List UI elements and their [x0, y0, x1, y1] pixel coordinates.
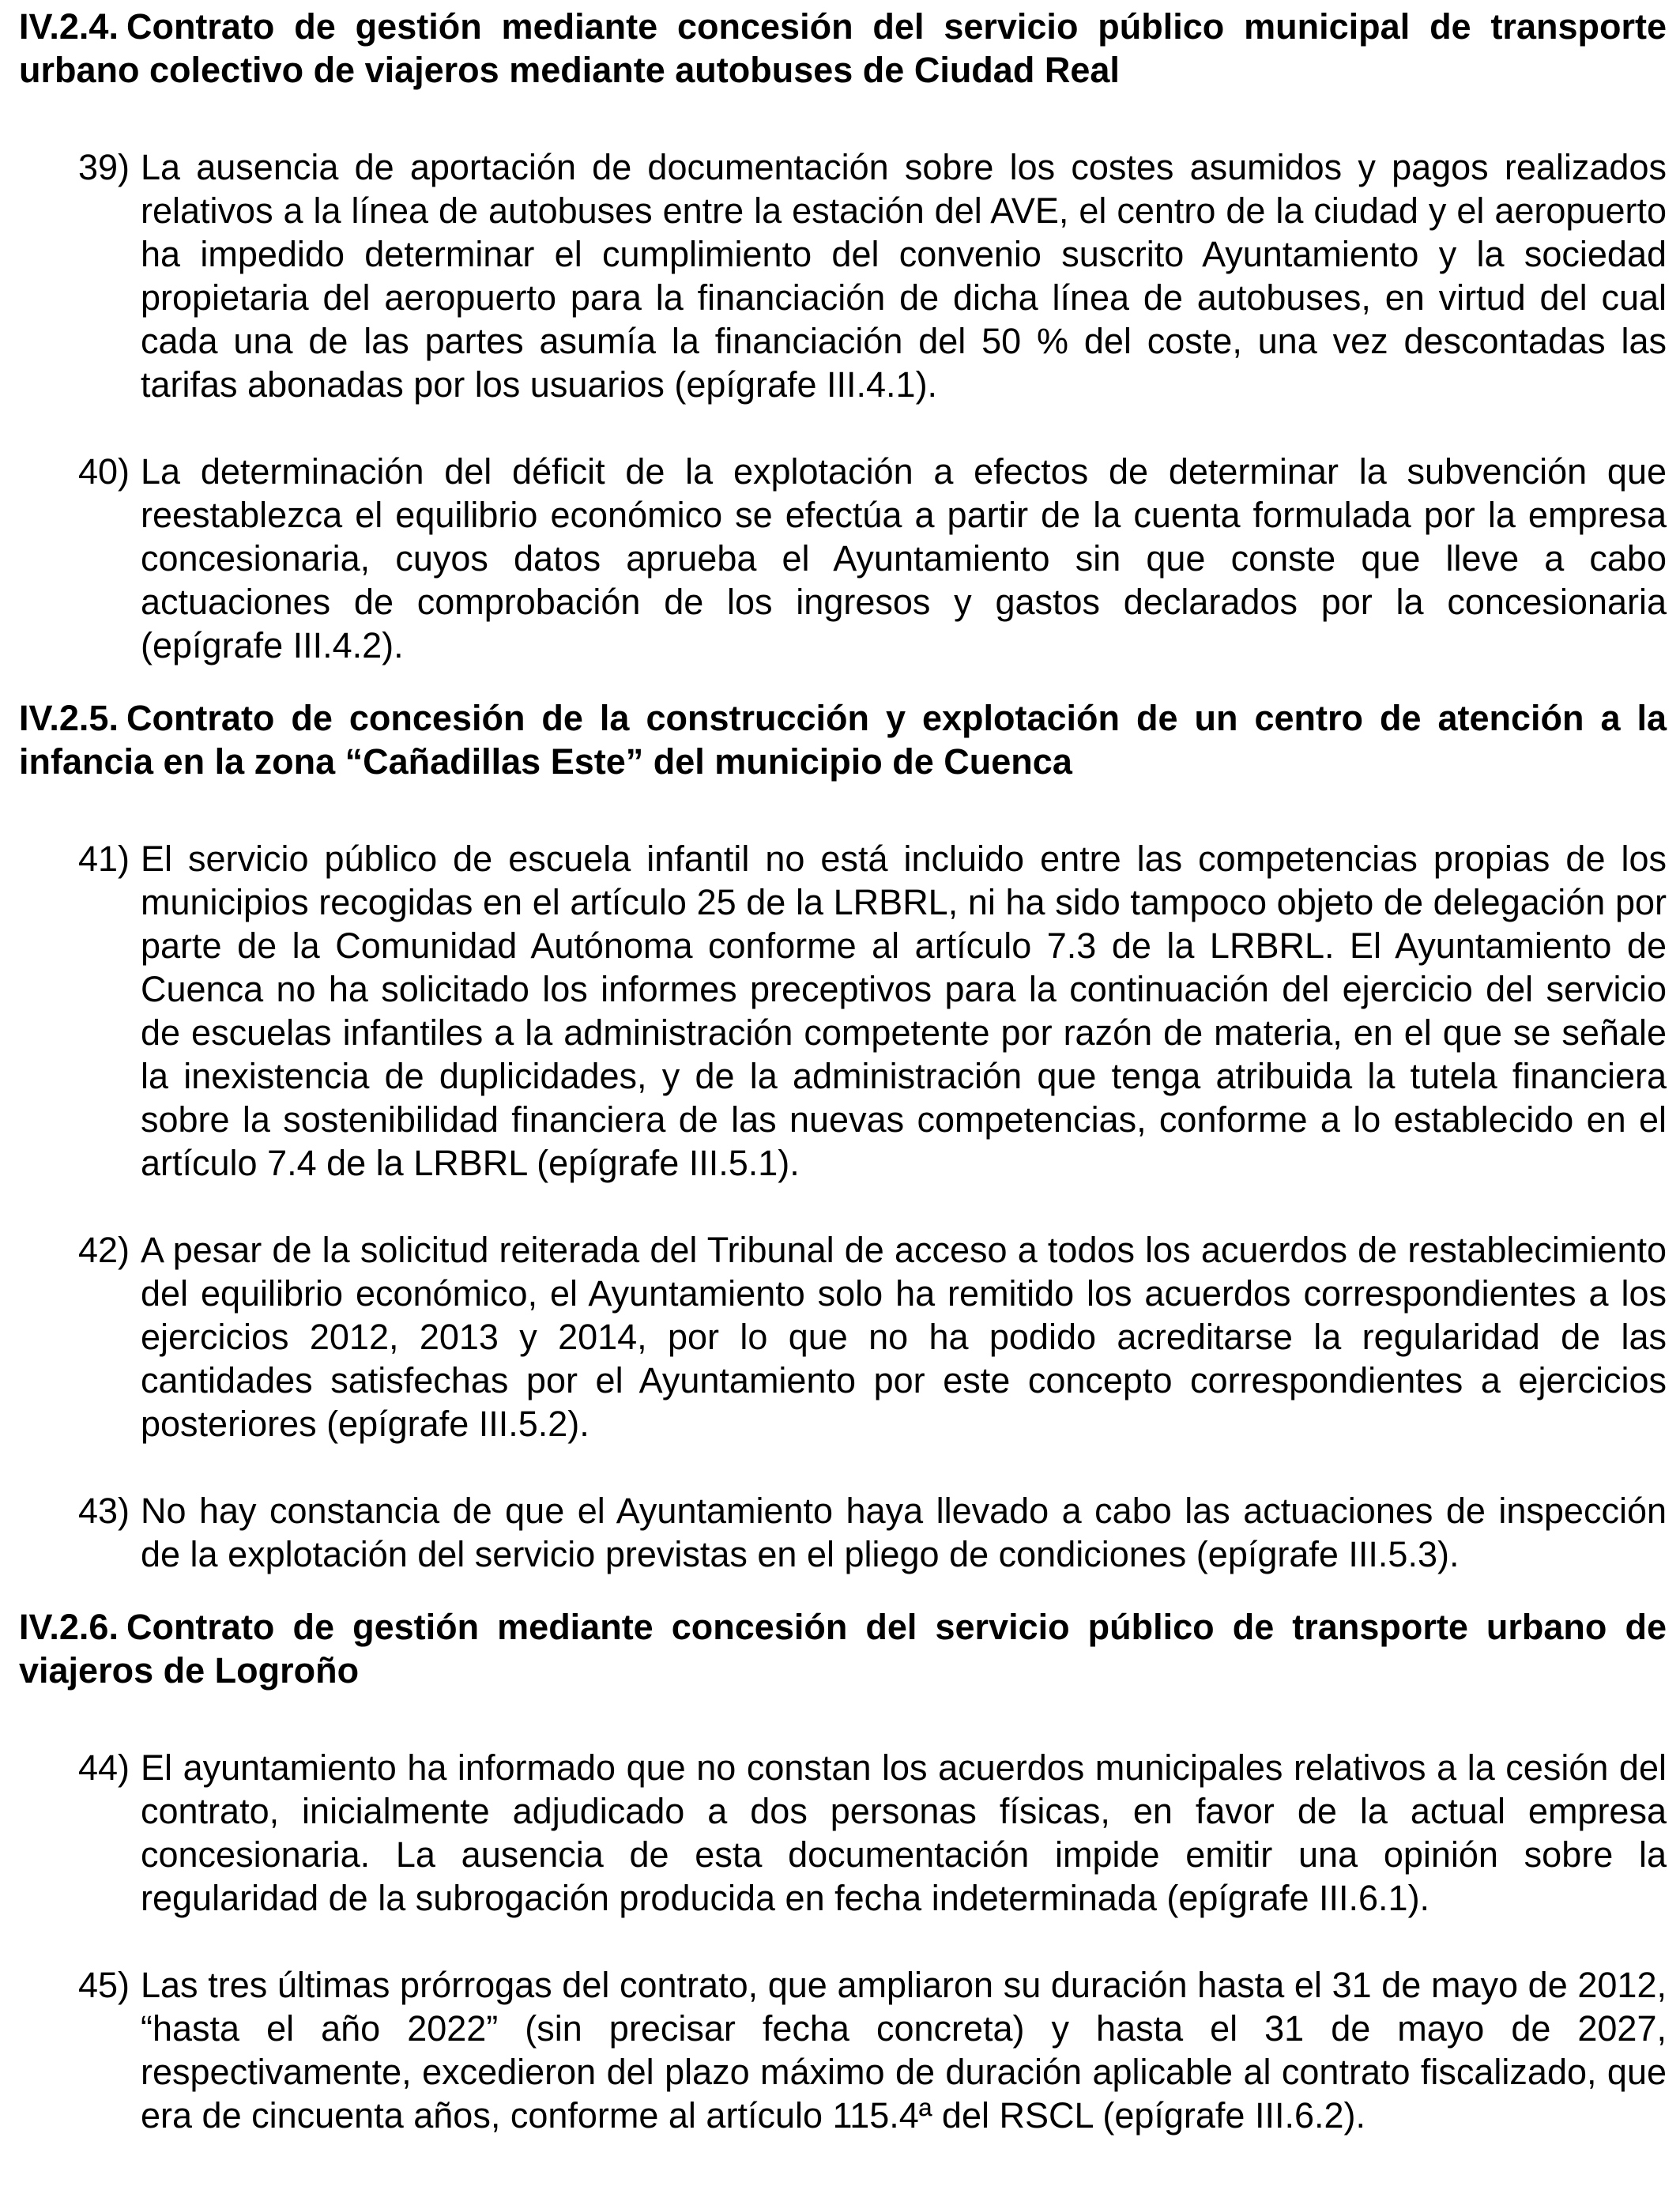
section-title: Contrato de gestión mediante concesión del servicio público de transporte urbano de viajeros de Logroño	[19, 1607, 1667, 1691]
finding-text: No hay constancia de que el Ayuntamiento haya llevado a cabo las actuaciones de inspección de la explotación del servicio previstas en el pliego de condiciones (epígrafe III.5.3).	[141, 1491, 1667, 1574]
finding-item-42	[19, 1228, 1667, 1446]
finding-number: 41)	[78, 839, 130, 879]
finding-text: El ayuntamiento ha informado que no constan los acuerdos municipales relativos a la cesión del contrato, inicialmente adjudicado a dos personas físicas, en favor de la actual empresa concesionaria. La ausencia de esta documentación impide emitir una opinión sobre la regularidad de la subrogación producida en fecha indeterminada (epígrafe III.6.1).	[141, 1747, 1667, 1918]
finding-item-39	[19, 145, 1667, 406]
finding-number: 42)	[78, 1230, 130, 1270]
finding-number: 45)	[78, 1965, 130, 2005]
section-title: Contrato de concesión de la construcción y explotación de un centro de atención a la infancia en la zona “Cañadillas Este” del municipio de Cuenca	[19, 698, 1667, 782]
finding-text: El servicio público de escuela infantil no está incluido entre las competencias propias de los municipios recogidas en el artículo 25 de la LRBRL, ni ha sido tampoco objeto de delegación por parte de la Comunidad Autónoma conforme al artículo 7.3 de la LRBRL. El Ayuntamiento de Cuenca no ha solicitado los informes preceptivos para la continuación del ejercicio del servicio de escuelas infantiles a la administración competente por razón de materia, en el que se señale la inexistencia de duplicidades, y de la administración que tenga atribuida la tutela financiera sobre la sostenibilidad financiera de las nuevas competencias, conforme a lo establecido en el artículo 7.4 de la LRBRL (epígrafe III.5.1).	[141, 839, 1667, 1183]
finding-text: La determinación del déficit de la explotación a efectos de determinar la subvención que reestablezca el equilibrio económico se efectúa a partir de la cuenta formulada por la empresa concesionaria, cuyos datos aprueba el Ayuntamiento sin que conste que lleve a cabo actuaciones de comprobación de los ingresos y gastos declarados por la concesionaria (epígrafe III.4.2).	[141, 451, 1667, 665]
document-page	[19, 5, 1667, 2137]
finding-number: 39)	[78, 147, 130, 187]
finding-item-40	[19, 450, 1667, 667]
finding-number: 40)	[78, 451, 130, 492]
finding-text: Las tres últimas prórrogas del contrato, que ampliaron su duración hasta el 31 de mayo de 2012, “hasta el año 2022” (sin precisar fecha concreta) y hasta el 31 de mayo de 2027, respectivamente, excedieron del plazo máximo de duración aplicable al contrato fiscalizado, que era de cincuenta años, conforme al artículo 115.4ª del RSCL (epígrafe III.6.2).	[141, 1965, 1667, 2136]
section-number: IV.2.6.	[19, 1607, 119, 1647]
finding-item-41	[19, 837, 1667, 1185]
section-heading-iv-2-6	[19, 1605, 1667, 1692]
section-heading-iv-2-5	[19, 696, 1667, 783]
section-heading-iv-2-4	[19, 5, 1667, 92]
finding-item-43	[19, 1489, 1667, 1576]
section-number: IV.2.5.	[19, 698, 119, 738]
finding-item-44	[19, 1746, 1667, 1920]
section-number: IV.2.4.	[19, 6, 119, 47]
finding-text: A pesar de la solicitud reiterada del Tribunal de acceso a todos los acuerdos de restablecimiento del equilibrio económico, el Ayuntamiento solo ha remitido los acuerdos correspondientes a los ejercicios 2012, 2013 y 2014, por lo que no ha podido acreditarse la regularidad de las cantidades satisfechas por el Ayuntamiento por este concepto correspondientes a ejercicios posteriores (epígrafe III.5.2).	[141, 1230, 1667, 1444]
finding-number: 44)	[78, 1747, 130, 1788]
section-title: Contrato de gestión mediante concesión del servicio público municipal de transporte urbano colectivo de viajeros mediante autobuses de Ciudad Real	[19, 6, 1667, 90]
finding-text: La ausencia de aportación de documentación sobre los costes asumidos y pagos realizados relativos a la línea de autobuses entre la estación del AVE, el centro de la ciudad y el aeropuerto ha impedido determinar el cumplimiento del convenio suscrito Ayuntamiento y la sociedad propietaria del aeropuerto para la financiación de dicha línea de autobuses, en virtud del cual cada una de las partes asumía la financiación del 50 % del coste, una vez descontadas las tarifas abonadas por los usuarios (epígrafe III.4.1).	[141, 147, 1667, 405]
finding-item-45	[19, 1963, 1667, 2137]
finding-number: 43)	[78, 1491, 130, 1531]
